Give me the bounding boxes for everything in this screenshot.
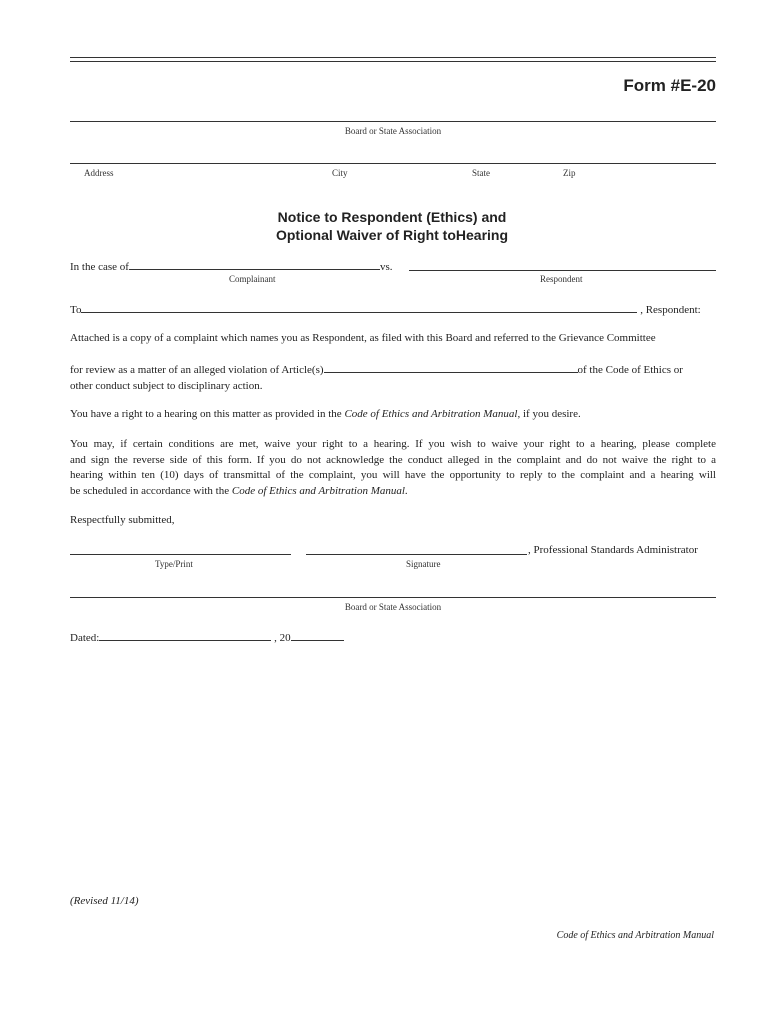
hearing-suffix: if you desire.: [520, 408, 581, 420]
signature-label: Signature: [406, 559, 441, 569]
respondent-label: Respondent: [540, 274, 583, 284]
type-print-field[interactable]: [70, 554, 291, 555]
review-paragraph: [70, 361, 683, 394]
waive-line-3: hearing within ten (10) days of transmittal of the complaint, you will have the opportunity to reply to the complaint and a hearing will: [70, 469, 716, 481]
respondent-field[interactable]: [409, 270, 716, 271]
review-prefix: for review as a matter of an alleged violation of Article(s): [70, 364, 324, 376]
city-label: City: [332, 168, 348, 178]
attached-paragraph: Attached is a copy of a complaint which names you as Respondent, as filed with this Board and referred to the Grievance Committee: [70, 332, 656, 344]
complainant-label: Complainant: [229, 274, 276, 284]
case-vs: vs.: [379, 261, 393, 273]
address-label: Address: [84, 168, 114, 178]
administrator-title: , Professional Standards Administrator: [528, 544, 698, 556]
waive-paragraph: [70, 437, 716, 499]
footer-manual-title: Code of Ethics and Arbitration Manual: [556, 930, 714, 941]
top-rule-1: [70, 57, 716, 58]
dated-line: [70, 629, 344, 647]
review-line-2: other conduct subject to disciplinary action.: [70, 379, 263, 392]
complainant-field[interactable]: [129, 258, 380, 270]
state-label: State: [472, 168, 490, 178]
zip-label: Zip: [563, 168, 576, 178]
form-number: Form #E-20: [623, 76, 716, 95]
dated-prefix: Dated:: [70, 632, 100, 644]
hearing-paragraph: [70, 407, 581, 423]
article-field[interactable]: [324, 361, 578, 373]
case-line: [70, 258, 730, 276]
waive-line-1: You may, if certain conditions are met, waive your right to a hearing. If you wish to waive your right to a hearing, please complete: [70, 438, 716, 450]
address-field[interactable]: [70, 163, 716, 164]
board-label: Board or State Association: [344, 126, 442, 136]
dated-mid: , 20: [274, 632, 291, 644]
case-prefix: In the case of: [70, 261, 129, 273]
waive-line-4-prefix: be scheduled in accordance with the: [70, 484, 232, 497]
title-line-2: Optional Waiver of Right toHearing: [275, 227, 509, 243]
waive-manual-title: Code of Ethics and Arbitration Manual: [231, 484, 405, 497]
board-name-field[interactable]: [70, 121, 716, 122]
to-suffix: , Respondent:: [640, 304, 701, 316]
board-label-2: Board or State Association: [344, 602, 442, 612]
hearing-prefix: You have a right to a hearing on this matter as provided in the: [70, 408, 345, 420]
to-prefix: To: [70, 304, 82, 316]
to-line: [70, 301, 701, 319]
date-field[interactable]: [99, 629, 271, 641]
type-print-label: Type/Print: [155, 559, 193, 569]
year-field[interactable]: [291, 629, 344, 641]
signature-field[interactable]: [306, 554, 527, 555]
revised-note: (Revised 11/14): [70, 895, 139, 907]
title-line-1: Notice to Respondent (Ethics) and: [277, 209, 507, 225]
board-name-field-2[interactable]: [70, 597, 716, 598]
review-suffix: of the Code of Ethics or: [577, 364, 683, 376]
hearing-manual-title: Code of Ethics and Arbitration Manual,: [344, 408, 521, 420]
respectfully-submitted: Respectfully submitted,: [70, 514, 175, 526]
respondent-name-field[interactable]: [81, 301, 637, 313]
top-rule-2: [70, 61, 716, 62]
waive-line-4-suffix: .: [404, 484, 408, 497]
waive-line-2: and sign the reverse side of this form. If you do not acknowledge the conduct alleged in the complaint and do not waive the right to a: [70, 453, 716, 466]
document-title: [0, 208, 770, 244]
